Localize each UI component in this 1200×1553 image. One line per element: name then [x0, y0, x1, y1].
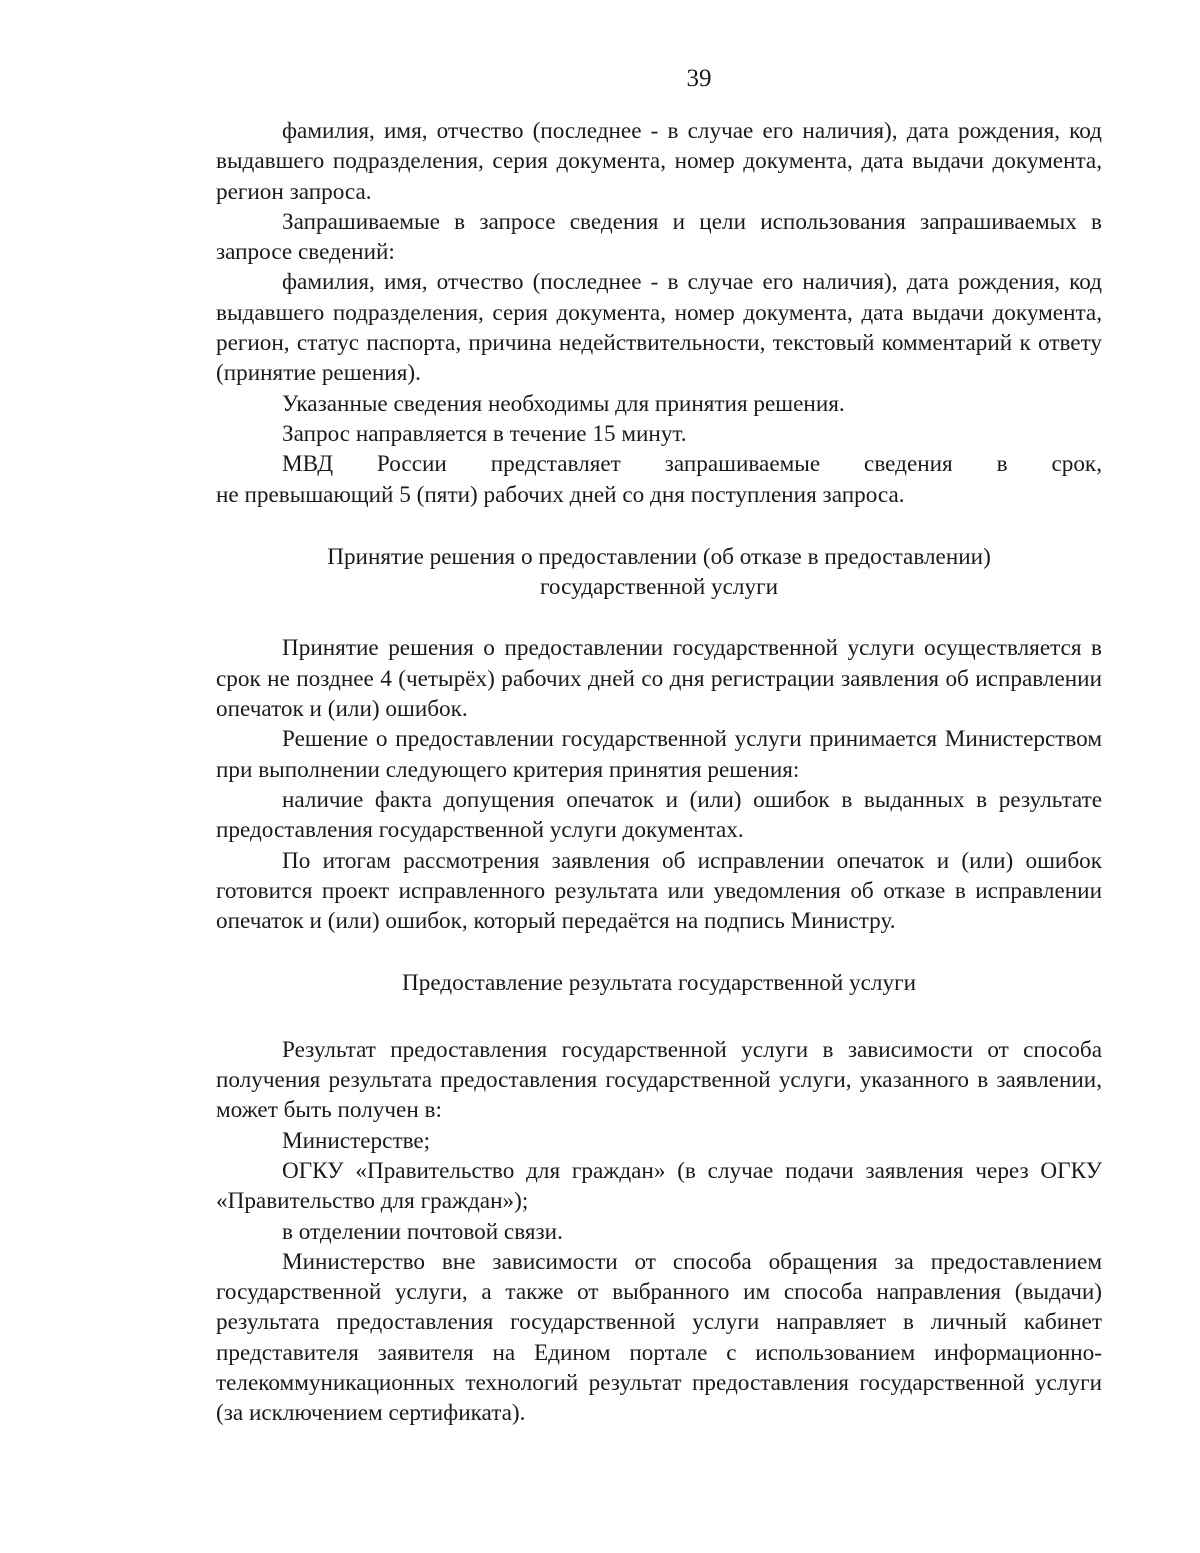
paragraph-mvd-line1: МВД России представляет запрашиваемые сведения в срок,: [282, 451, 1102, 478]
section-heading-decision: [216, 542, 1102, 603]
paragraph-personal-cabinet: Министерство вне зависимости от способа обращения за предоставлением государственной услуги, а также от выбранного им способа направления (выдачи) результата предоставления государственной услуги направляет в личный кабинет представителя заявителя на Едином портале с использованием информационно-телекоммуникационных технологий результат предоставления государственной услуги (за исключением сертификата).: [216, 1248, 1102, 1427]
list-item-ministry: Министерстве;: [282, 1127, 431, 1154]
list-item-post-office: в отделении почтовой связи.: [282, 1218, 563, 1245]
list-item-ogku: ОГКУ «Правительство для граждан» (в случае подачи заявления через ОГКУ «Правительство для граждан»);: [216, 1157, 1102, 1215]
paragraph-request-fields: фамилия, имя, отчество (последнее - в случае его наличия), дата рождения, код выдавшего подразделения, серия документа, номер документа, дата выдачи документа, регион запроса.: [216, 118, 1102, 205]
document-page: [216, 60, 1102, 1429]
paragraph-requested-info: Запрашиваемые в запросе сведения и цели использования запрашиваемых в запросе сведений:: [216, 208, 1102, 266]
paragraph-decision-criteria: Решение о предоставлении государственной услуги принимается Министерством при выполнении следующего критерия принятия решения:: [216, 726, 1102, 783]
paragraph-mvd-line2: не превышающий 5 (пяти) рабочих дней со дня поступления запроса.: [216, 481, 905, 508]
paragraph-result-channels: Результат предоставления государственной услуги в зависимости от способа получения результата предоставления государственной услуги, указанного в заявлении, может быть получен в:: [216, 1036, 1102, 1124]
paragraph-review-result: По итогам рассмотрения заявления об исправлении опечаток и (или) ошибок готовится проект исправленного результата или уведомления об отказе в исправлении опечаток и (или) ошибок, который передаётся на подпись Министру.: [216, 847, 1102, 935]
section-heading-decision-line1: Принятие решения о предоставлении (об отказе в предоставлении): [327, 543, 991, 570]
section-heading-decision-line2: государственной услуги: [539, 574, 779, 601]
page-number: 39: [686, 65, 712, 92]
paragraph-decision-term: Принятие решения о предоставлении государственной услуги осуществляется в срок не позднее 4 (четырёх) рабочих дней со дня регистрации заявления об исправлении опечаток и (или) ошибок.: [216, 635, 1102, 723]
paragraph-request-time: Запрос направляется в течение 15 минут.: [282, 420, 687, 447]
section-heading-result: Предоставление результата государственной услуги: [401, 970, 917, 997]
paragraph-criteria-fact: наличие факта допущения опечаток и (или) ошибок в выданных в результате предоставления государственной услуги документах.: [216, 786, 1102, 844]
paragraph-purpose: Указанные сведения необходимы для принятия решения.: [282, 390, 845, 417]
paragraph-response-fields: фамилия, имя, отчество (последнее - в случае его наличия), дата рождения, код выдавшего подразделения, серия документа, номер документа, дата выдачи документа, регион, статус паспорта, причина недействительности, текстовый комментарий к ответу (принятие решения).: [216, 269, 1102, 387]
